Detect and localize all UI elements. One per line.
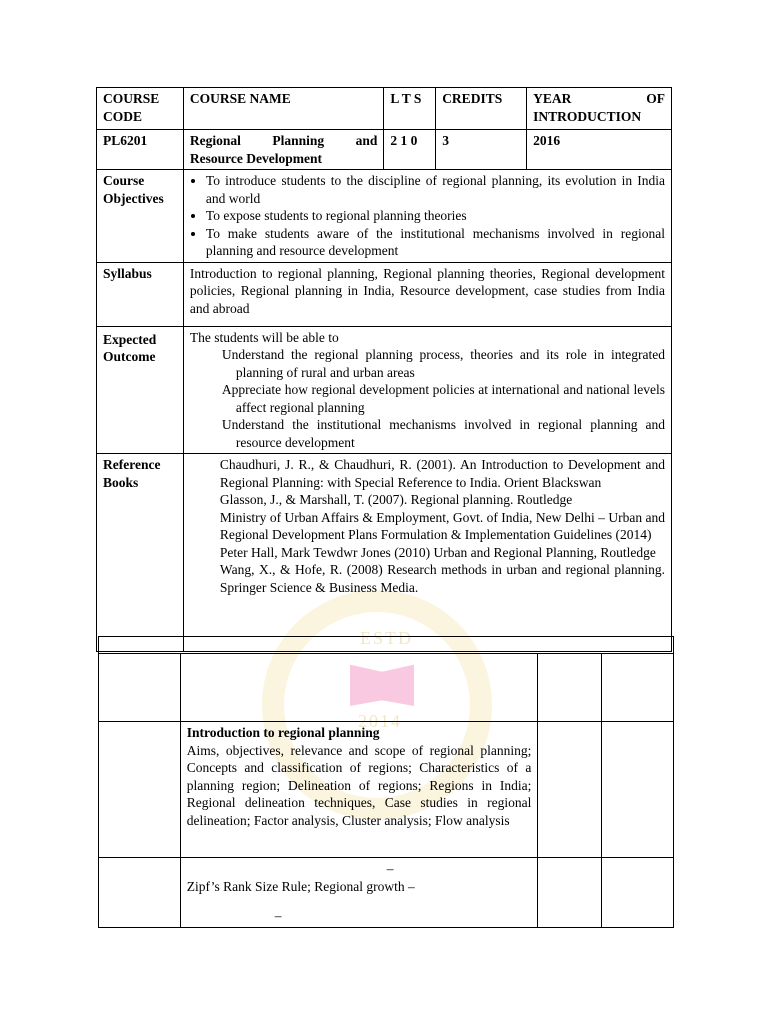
- syllabus-row: [97, 262, 672, 326]
- header-course-name: COURSE NAME: [183, 88, 383, 130]
- syllabus-text: Introduction to regional planning, Regional planning theories, Regional development policies, Regional planning in India, Resource development, case studies from India and abroad: [183, 262, 671, 326]
- objective-item: • To make students aware of the institutional mechanisms involved in regional planning and resource development: [206, 225, 665, 260]
- header-lts: L T S: [384, 88, 436, 130]
- objective-item: • To expose students to regional planning theories: [206, 207, 665, 225]
- objectives-label: Course Objectives: [97, 170, 184, 263]
- header-credits: CREDITS: [436, 88, 527, 130]
- course-credits: 3: [436, 130, 527, 170]
- module-table: [98, 636, 674, 928]
- watermark-estd: ESTD: [360, 628, 413, 648]
- reference-item: Ministry of Urban Affairs & Employment, Govt. of India, New Delhi – Urban and Regional Development Plans Formulation & Implementation Guidelines (2014): [219, 509, 665, 542]
- course-lts: 2 1 0: [384, 130, 436, 170]
- module-2-dash-1: –: [386, 861, 394, 876]
- module-1-text: Aims, objectives, relevance and scope of regional planning; Concepts and classification of regions; Characteristics of a planning region; Delineation of regions; Regions in India; Regional delineation techniques, Case studies in regional delineation; Factor analysis, Cluster analysis; Flow analysis: [186, 742, 532, 828]
- module-row-1: [99, 722, 674, 858]
- outcome-intro: The students will be able to: [189, 329, 339, 345]
- module-subheader-row: [99, 654, 674, 722]
- reference-item: Chaudhuri, J. R., & Chaudhuri, R. (2001). An Introduction to Development and Regional Planning: with Special Reference to India. Orient Blackswan: [219, 457, 665, 490]
- header-row: [97, 88, 672, 130]
- course-year: 2016: [527, 130, 672, 170]
- outcome-label: Expected Outcome: [97, 326, 184, 454]
- objective-item: • To introduce students to the discipline of regional planning, its evolution in India and world: [206, 172, 665, 207]
- objectives-list: [190, 172, 665, 260]
- course-row: [97, 130, 672, 170]
- module-2-text: Zipf’s Rank Size Rule; Regional growth –: [186, 878, 415, 894]
- header-course-code: COURSE CODE: [97, 88, 184, 130]
- watermark-year: 2014: [358, 711, 402, 731]
- reference-item: Glasson, J., & Marshall, T. (2007). Regional planning. Routledge: [219, 492, 573, 507]
- objectives-row: [97, 170, 672, 263]
- course-table: [96, 87, 672, 652]
- outcome-row: [97, 326, 672, 454]
- outcome-item: Understand the institutional mechanisms involved in regional planning and resource development: [221, 417, 665, 450]
- module-2-dash-2: –: [274, 908, 282, 923]
- outcome-item: Appreciate how regional development policies at international and national levels affect regional planning: [221, 382, 665, 415]
- references-row: [97, 454, 672, 652]
- header-year: YEAR OF INTRODUCTION: [527, 88, 672, 130]
- course-name: Regional Planning and Resource Development: [183, 130, 383, 170]
- reference-item: Wang, X., & Hofe, R. (2008) Research methods in urban and regional planning. Springer Science & Business Media.: [219, 562, 665, 595]
- outcome-item: Understand the regional planning process, theories and its role in integrated planning of rural and urban areas: [221, 347, 665, 380]
- module-header-row: [99, 637, 674, 654]
- references-label: Reference Books: [97, 454, 184, 652]
- module-row-2: [99, 858, 674, 928]
- reference-item: Peter Hall, Mark Tewdwr Jones (2010) Urban and Regional Planning, Routledge: [219, 544, 656, 560]
- course-code: PL6201: [97, 130, 184, 170]
- module-1-title: Introduction to regional planning: [186, 725, 380, 740]
- syllabus-label: Syllabus: [97, 262, 184, 326]
